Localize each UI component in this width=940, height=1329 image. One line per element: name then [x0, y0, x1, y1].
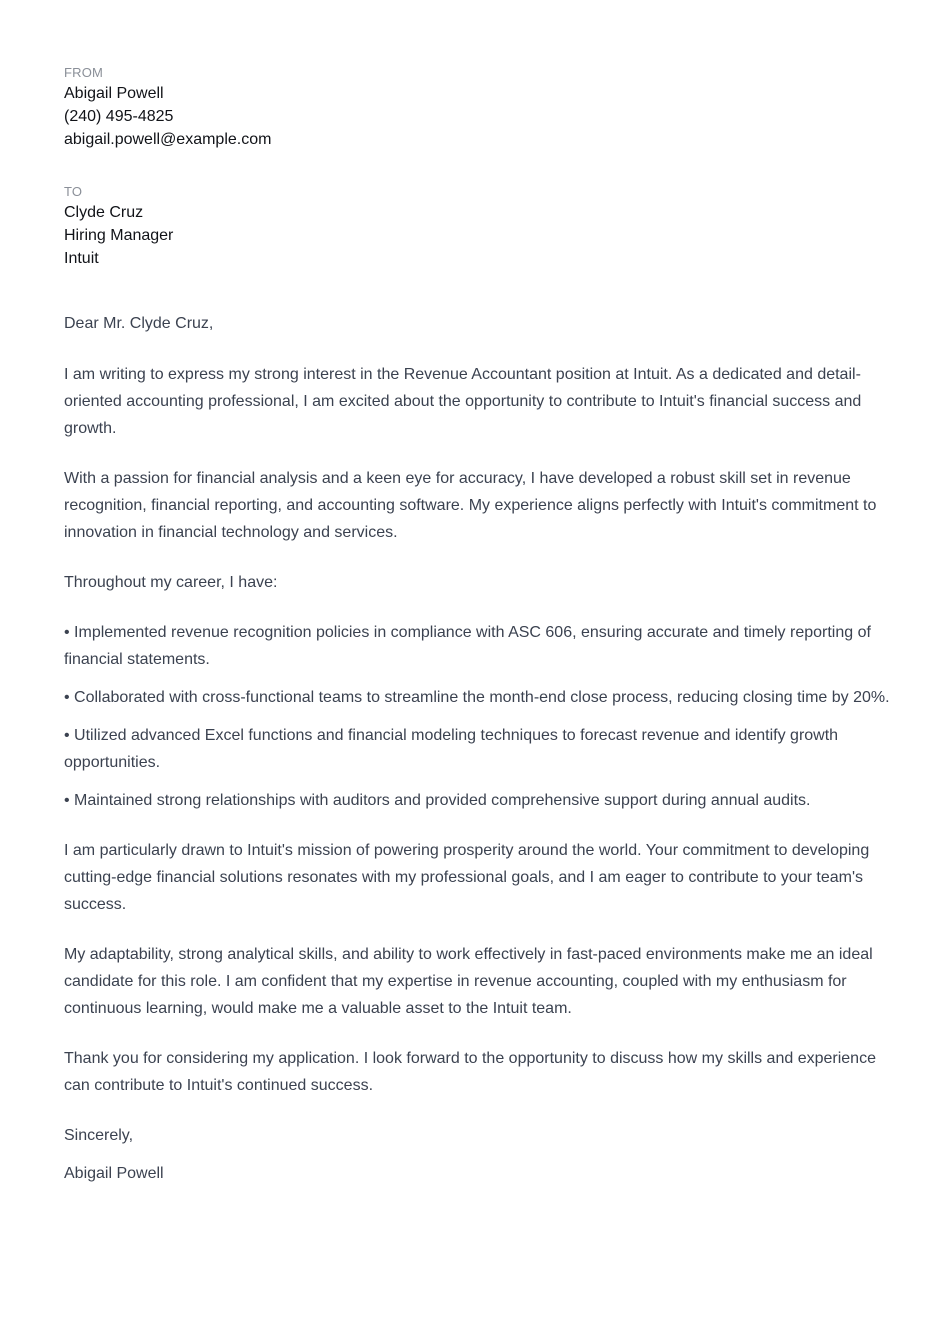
achievement-list [64, 619, 900, 814]
closing: Sincerely, [64, 1127, 134, 1144]
from-label: FROM [64, 65, 104, 80]
paragraph-career-lead: Throughout my career, I have: [64, 574, 278, 591]
sender-block [64, 64, 900, 151]
list-item: • Implemented revenue recognition policies in compliance with ASC 606, ensuring accurate and timely reporting of financial statements. [64, 624, 871, 668]
list-item: • Maintained strong relationships with auditors and provided comprehensive support during annual audits. [64, 792, 811, 809]
recipient-company: Intuit [64, 250, 99, 267]
recipient-block [64, 183, 900, 270]
signature: Abigail Powell [64, 1165, 164, 1182]
to-label: TO [64, 184, 83, 199]
sender-email: abigail.powell@example.com [64, 131, 272, 148]
list-item: • Utilized advanced Excel functions and financial modeling techniques to forecast revenue and identify growth opportunities. [64, 727, 839, 771]
paragraph-skills: With a passion for financial analysis and a keen eye for accuracy, I have developed a robust skill set in revenue recognition, financial reporting, and accounting software. My experience aligns perfectly with Intuit's commitment to innovation in financial technology and services. [64, 470, 877, 541]
list-item: • Collaborated with cross-functional teams to streamline the month-end close process, reducing closing time by 20%. [64, 689, 890, 706]
recipient-name: Clyde Cruz [64, 204, 144, 221]
paragraph-fit: My adaptability, strong analytical skills, and ability to work effectively in fast-paced environments make me an ideal candidate for this role. I am confident that my expertise in revenue accounting, coupled with my enthusiasm for continuous learning, would make me a valuable asset to the Intuit team. [64, 946, 873, 1017]
paragraph-mission: I am particularly drawn to Intuit's mission of powering prosperity around the world. Your commitment to developing cutting-edge financial solutions resonates with my professional goals, and I am eager to contribute to your team's success. [64, 842, 870, 913]
sender-phone: (240) 495-4825 [64, 108, 174, 125]
recipient-title: Hiring Manager [64, 227, 174, 244]
paragraph-intro: I am writing to express my strong interest in the Revenue Accountant position at Intuit. As a dedicated and detail-oriented accounting professional, I am excited about the opportunity to contribute to Intuit's financial success and growth. [64, 366, 862, 437]
salutation: Dear Mr. Clyde Cruz, [64, 315, 214, 332]
cover-letter [64, 64, 900, 1187]
paragraph-thanks: Thank you for considering my application. I look forward to the opportunity to discuss how my skills and experience can contribute to Intuit's continued success. [64, 1050, 876, 1094]
sender-name: Abigail Powell [64, 85, 164, 102]
